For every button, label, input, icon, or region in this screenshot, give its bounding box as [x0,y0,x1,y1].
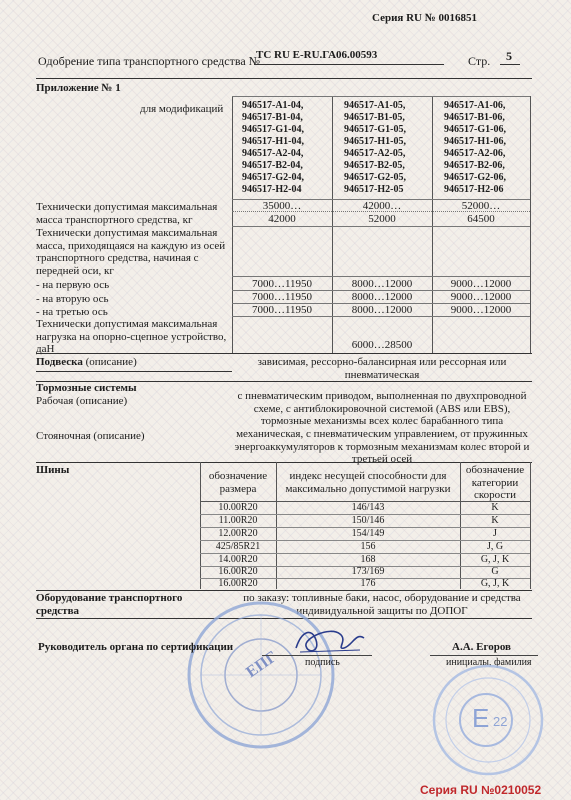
axle-mass-label: Технически допустимая максимальная масса, приходящаяся на каждую из осей транспортного средства, начиная с передней оси, кг [36,227,226,277]
signature-scribble [290,620,370,660]
max-mass-col3: 52000… 64500 [461,200,501,225]
service-brake-value: с пневматическим приводом, выполненная по двухпроводной схеме, с антиблокировочной системой (ABS или EBS), тормозные механизмы всех колес барабанного типа [237,390,527,427]
max-mass-col2: 42000… 52000 [362,200,402,225]
tire-size: 16.00R20 [218,566,258,577]
tire-load: 173/169 [351,566,385,577]
tire-speed: G, J, K [480,554,510,565]
name-caption: инициалы, фамилия [446,657,532,668]
tire-speed: G [491,566,499,577]
tire-size: 16.00R20 [218,578,258,589]
axle3-col2: 8000…12000 [351,304,413,316]
tire-speed: G, J, K [480,578,510,589]
parking-brake-label: Стояночная (описание) [36,430,145,442]
modifications-col3: 946517-A1-06, 946517-B1-06, 946517-G1-06, 946517-H1-06, 946517-A2-06, 946517-B2-06, 946517-G2-06, 946517-H2-06 [444,100,506,195]
axle3-label: - на третью ось [36,306,108,318]
axle1-label: - на первую ось [36,279,110,291]
axle3-col3: 9000…12000 [450,304,512,316]
tire-size: 11.00R20 [218,515,258,526]
suspension-value: зависимая, рессорно-балансирная или рессорная или пневматическая [257,356,507,381]
approval-number: ТС RU E-RU.ГА06.00593 [256,49,378,61]
tires-col-load-header: индекс несущей способности для максимально допустимой нагрузки [285,470,451,495]
tire-speed: J, G [486,541,504,552]
tire-size: 14.00R20 [218,554,258,565]
axle1-col1: 7000…11950 [251,278,313,290]
service-brake-label: Рабочая (описание) [36,395,128,407]
tires-col-speed-header: обозначение категории скорости [465,464,525,501]
tire-load: 156 [360,541,376,552]
tire-load: 176 [360,578,376,589]
coupling-load-label: Технически допустимая максимальная нагрузка на опорно-сцепное устройство, даН [36,318,227,355]
e-mark-number: 22 [493,714,508,729]
axle3-col1: 7000…11950 [251,304,313,316]
parking-brake-value: механическая, с пневматическим управлением, от пружинных энергоаккумуляторов к тормозным механизмам колес второй и третьей осей [234,428,530,465]
modifications-col1: 946517-A1-04, 946517-B1-04, 946517-G1-04, 946517-H1-04, 946517-A2-04, 946517-B2-04, 946517-G2-04, 946517-H2-04 [242,100,304,195]
tire-size: 425/85R21 [215,541,261,552]
axle1-col3: 9000…12000 [450,278,512,290]
tire-size: 10.00R20 [218,502,258,513]
tire-load: 154/149 [351,528,385,539]
page-label: Стр. [468,54,491,68]
tire-speed: K [491,515,499,526]
round-stamp-text: ЕПГ [243,648,281,682]
e-mark-letter: E [472,703,490,733]
axle2-col1: 7000…11950 [251,291,313,303]
head-of-certification-label: Руководитель органа по сертификации [38,641,234,653]
axle2-col2: 8000…12000 [351,291,413,303]
modifications-col2: 946517-A1-05, 946517-B1-05, 946517-G1-05, 946517-H1-05, 946517-A2-05, 946517-B2-05, 946517-G2-05, 946517-H2-05 [344,100,406,195]
page-number: 5 [506,49,512,63]
max-mass-label: Технически допустимая максимальная масса транспортного средства, кг [36,201,218,226]
max-mass-col1: 35000… 42000 [262,200,302,225]
tire-size: 12.00R20 [218,528,258,539]
series-number-top: Серия RU № 0016851 [372,12,478,24]
brakes-heading: Тормозные системы [36,382,137,394]
axle1-col2: 8000…12000 [351,278,413,290]
signatory-name: А.А. Егоров [452,641,511,653]
signature-caption: подпись [305,657,340,668]
tire-load: 150/146 [351,515,385,526]
tire-speed: J [493,528,497,539]
tires-heading: Шины [36,464,70,476]
series-number-bottom: Серия RU №0210052 [420,783,542,797]
coupling-load-value: 6000…28500 [351,339,413,351]
tire-load: 168 [360,554,376,565]
axle2-label: - на вторую ось [36,293,109,305]
equipment-value: по заказу: топливные баки, насос, оборудование и средства индивидуальной защиты по ДОПОГ [243,592,521,617]
suspension-label: Подвеска (описание) [36,356,137,368]
appendix-title: Приложение № 1 [36,82,121,94]
tire-speed: K [491,502,499,513]
tires-col-size-header: обозначение размера [208,470,268,495]
equipment-label: Оборудование транспортного средства [36,592,183,617]
axle2-col3: 9000…12000 [450,291,512,303]
modifications-label: для модификаций [140,103,224,115]
approval-label: Одобрение типа транспортного средства № [38,54,261,68]
tire-load: 146/143 [351,502,385,513]
